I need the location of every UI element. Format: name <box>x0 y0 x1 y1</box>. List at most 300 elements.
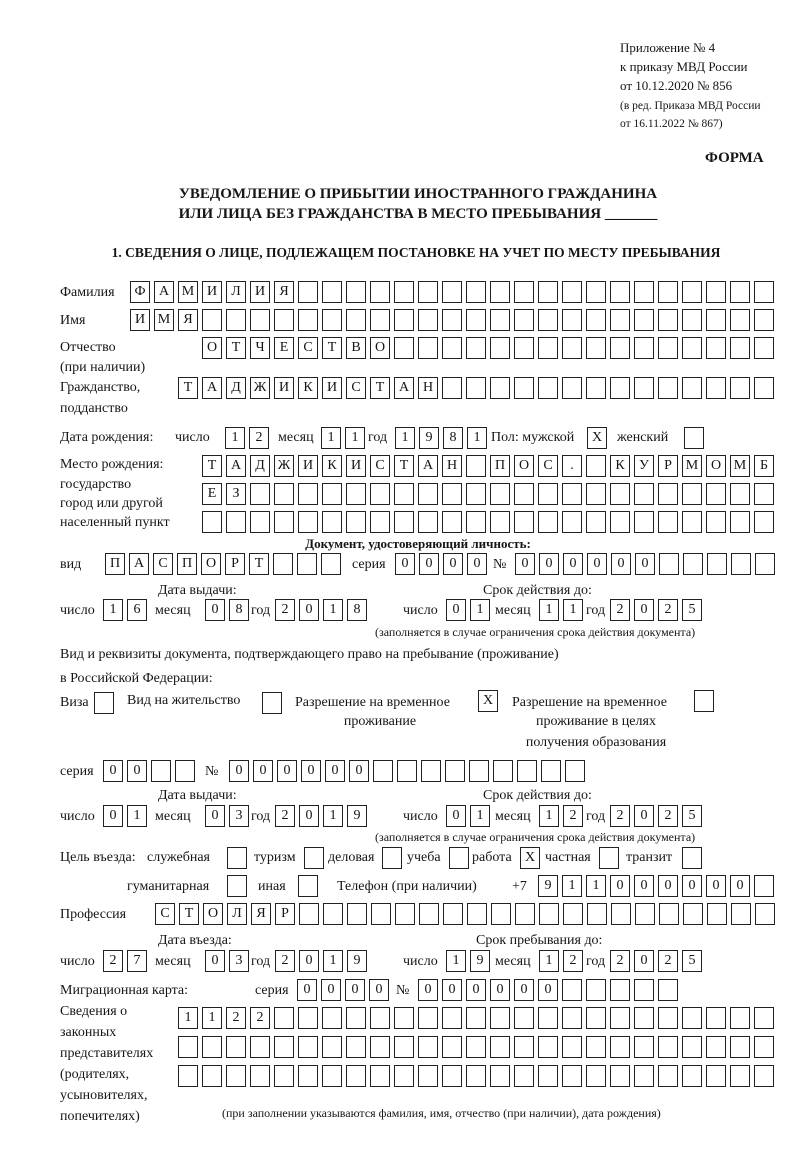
char-cell[interactable]: X <box>520 847 540 869</box>
char-cell[interactable] <box>586 511 606 533</box>
char-cell[interactable]: И <box>130 309 150 331</box>
char-cell[interactable]: 2 <box>275 599 295 621</box>
char-cell[interactable] <box>321 553 341 575</box>
char-cell[interactable] <box>517 760 537 782</box>
purpose-other-checkbox[interactable] <box>298 875 318 897</box>
sex-male-checkbox[interactable] <box>587 427 607 449</box>
char-cell[interactable]: 1 <box>323 599 343 621</box>
char-cell[interactable] <box>490 1036 510 1058</box>
char-cell[interactable] <box>262 692 282 714</box>
char-cell[interactable] <box>682 1036 702 1058</box>
char-cell[interactable] <box>370 483 390 505</box>
char-cell[interactable] <box>226 511 246 533</box>
char-cell[interactable]: О <box>203 903 223 925</box>
char-cell[interactable] <box>226 309 246 331</box>
char-cell[interactable]: 0 <box>277 760 297 782</box>
char-cell[interactable]: 8 <box>229 599 249 621</box>
char-cell[interactable] <box>322 1007 342 1029</box>
char-cell[interactable] <box>418 511 438 533</box>
char-cell[interactable] <box>394 483 414 505</box>
char-cell[interactable] <box>395 903 415 925</box>
char-cell[interactable] <box>634 1036 654 1058</box>
char-cell[interactable]: 2 <box>658 805 678 827</box>
char-cell[interactable]: О <box>202 337 222 359</box>
char-cell[interactable]: И <box>298 455 318 477</box>
id-issue-month-field[interactable] <box>205 599 249 621</box>
char-cell[interactable]: У <box>634 455 654 477</box>
char-cell[interactable] <box>610 979 630 1001</box>
char-cell[interactable] <box>466 377 486 399</box>
char-cell[interactable]: 2 <box>610 599 630 621</box>
char-cell[interactable] <box>442 1036 462 1058</box>
char-cell[interactable]: 2 <box>226 1007 246 1029</box>
char-cell[interactable]: Т <box>178 377 198 399</box>
id-valid-month-field[interactable] <box>539 599 583 621</box>
char-cell[interactable] <box>586 1065 606 1087</box>
char-cell[interactable] <box>730 309 750 331</box>
char-cell[interactable]: 0 <box>466 979 486 1001</box>
char-cell[interactable] <box>490 483 510 505</box>
char-cell[interactable]: 0 <box>325 760 345 782</box>
char-cell[interactable]: 0 <box>467 553 487 575</box>
char-cell[interactable]: 0 <box>205 950 225 972</box>
sex-female-checkbox[interactable] <box>684 427 704 449</box>
char-cell[interactable] <box>706 377 726 399</box>
char-cell[interactable] <box>382 847 402 869</box>
char-cell[interactable] <box>562 309 582 331</box>
char-cell[interactable]: 0 <box>635 553 655 575</box>
char-cell[interactable] <box>706 337 726 359</box>
char-cell[interactable] <box>514 511 534 533</box>
entry-month-field[interactable] <box>205 950 249 972</box>
char-cell[interactable]: С <box>298 337 318 359</box>
char-cell[interactable]: 0 <box>443 553 463 575</box>
char-cell[interactable] <box>562 1007 582 1029</box>
char-cell[interactable]: 0 <box>395 553 415 575</box>
char-cell[interactable]: М <box>154 309 174 331</box>
name-field[interactable] <box>130 309 774 331</box>
char-cell[interactable] <box>347 903 367 925</box>
char-cell[interactable]: 0 <box>205 805 225 827</box>
char-cell[interactable] <box>634 337 654 359</box>
char-cell[interactable]: 9 <box>419 427 439 449</box>
char-cell[interactable]: 0 <box>345 979 365 1001</box>
char-cell[interactable]: С <box>155 903 175 925</box>
char-cell[interactable]: Я <box>178 309 198 331</box>
char-cell[interactable] <box>418 483 438 505</box>
char-cell[interactable] <box>563 903 583 925</box>
char-cell[interactable]: 6 <box>127 599 147 621</box>
char-cell[interactable]: 2 <box>249 427 269 449</box>
char-cell[interactable] <box>370 1007 390 1029</box>
char-cell[interactable]: 2 <box>275 950 295 972</box>
char-cell[interactable] <box>202 511 222 533</box>
id-issue-year-field[interactable] <box>275 599 367 621</box>
entry-year-field[interactable] <box>275 950 367 972</box>
char-cell[interactable] <box>226 1065 246 1087</box>
char-cell[interactable]: 0 <box>634 599 654 621</box>
char-cell[interactable]: И <box>250 281 270 303</box>
representatives-row-2[interactable] <box>178 1036 774 1058</box>
char-cell[interactable] <box>322 281 342 303</box>
char-cell[interactable] <box>370 281 390 303</box>
char-cell[interactable]: 0 <box>299 599 319 621</box>
char-cell[interactable] <box>586 281 606 303</box>
char-cell[interactable] <box>754 483 774 505</box>
char-cell[interactable] <box>469 760 489 782</box>
char-cell[interactable] <box>514 309 534 331</box>
char-cell[interactable]: Ф <box>130 281 150 303</box>
stay-series-field[interactable] <box>103 760 195 782</box>
char-cell[interactable] <box>442 337 462 359</box>
char-cell[interactable] <box>346 1007 366 1029</box>
char-cell[interactable] <box>634 1007 654 1029</box>
char-cell[interactable] <box>706 281 726 303</box>
char-cell[interactable] <box>370 309 390 331</box>
char-cell[interactable]: 5 <box>682 805 702 827</box>
purpose-transit-checkbox[interactable] <box>682 847 702 869</box>
char-cell[interactable] <box>610 1065 630 1087</box>
char-cell[interactable]: 3 <box>229 805 249 827</box>
char-cell[interactable] <box>634 1065 654 1087</box>
char-cell[interactable]: X <box>478 690 498 712</box>
char-cell[interactable] <box>175 760 195 782</box>
char-cell[interactable] <box>151 760 171 782</box>
patronymic-field[interactable] <box>202 337 774 359</box>
char-cell[interactable]: Б <box>754 455 774 477</box>
char-cell[interactable] <box>442 281 462 303</box>
char-cell[interactable]: 1 <box>321 427 341 449</box>
char-cell[interactable]: 9 <box>470 950 490 972</box>
char-cell[interactable] <box>538 377 558 399</box>
char-cell[interactable] <box>682 1065 702 1087</box>
char-cell[interactable] <box>586 1007 606 1029</box>
char-cell[interactable]: 2 <box>610 805 630 827</box>
char-cell[interactable] <box>202 1036 222 1058</box>
char-cell[interactable]: О <box>706 455 726 477</box>
char-cell[interactable]: 1 <box>323 805 343 827</box>
birthplace-row-2[interactable] <box>202 483 774 505</box>
char-cell[interactable] <box>562 337 582 359</box>
char-cell[interactable]: Н <box>442 455 462 477</box>
char-cell[interactable] <box>731 903 751 925</box>
char-cell[interactable]: 0 <box>658 875 678 897</box>
char-cell[interactable] <box>442 1065 462 1087</box>
char-cell[interactable]: 2 <box>275 805 295 827</box>
char-cell[interactable] <box>250 1065 270 1087</box>
char-cell[interactable]: 0 <box>103 760 123 782</box>
char-cell[interactable]: 1 <box>323 950 343 972</box>
char-cell[interactable] <box>658 377 678 399</box>
char-cell[interactable]: Т <box>179 903 199 925</box>
char-cell[interactable]: Ж <box>250 377 270 399</box>
char-cell[interactable]: С <box>346 377 366 399</box>
char-cell[interactable]: 0 <box>515 553 535 575</box>
char-cell[interactable] <box>731 553 751 575</box>
char-cell[interactable] <box>298 483 318 505</box>
char-cell[interactable] <box>706 1007 726 1029</box>
char-cell[interactable] <box>418 337 438 359</box>
char-cell[interactable] <box>610 337 630 359</box>
char-cell[interactable] <box>634 281 654 303</box>
char-cell[interactable] <box>754 511 774 533</box>
stay-until-year-field[interactable] <box>610 950 702 972</box>
surname-field[interactable] <box>130 281 774 303</box>
char-cell[interactable] <box>707 903 727 925</box>
char-cell[interactable]: З <box>226 483 246 505</box>
char-cell[interactable] <box>658 1036 678 1058</box>
char-cell[interactable] <box>514 337 534 359</box>
birth-day-field[interactable] <box>225 427 269 449</box>
char-cell[interactable] <box>490 309 510 331</box>
char-cell[interactable]: 0 <box>127 760 147 782</box>
char-cell[interactable] <box>466 455 486 477</box>
char-cell[interactable] <box>94 692 114 714</box>
char-cell[interactable] <box>202 309 222 331</box>
char-cell[interactable]: Д <box>226 377 246 399</box>
char-cell[interactable]: Р <box>225 553 245 575</box>
char-cell[interactable]: 0 <box>538 979 558 1001</box>
id-issue-day-field[interactable] <box>103 599 147 621</box>
char-cell[interactable] <box>538 337 558 359</box>
char-cell[interactable]: 0 <box>490 979 510 1001</box>
char-cell[interactable] <box>610 1036 630 1058</box>
char-cell[interactable]: Т <box>322 337 342 359</box>
char-cell[interactable]: О <box>370 337 390 359</box>
char-cell[interactable]: П <box>490 455 510 477</box>
char-cell[interactable] <box>394 281 414 303</box>
char-cell[interactable] <box>514 1065 534 1087</box>
char-cell[interactable] <box>755 553 775 575</box>
char-cell[interactable] <box>659 553 679 575</box>
char-cell[interactable] <box>370 1036 390 1058</box>
char-cell[interactable] <box>226 1036 246 1058</box>
char-cell[interactable] <box>658 1007 678 1029</box>
stay-issue-month-field[interactable] <box>205 805 249 827</box>
char-cell[interactable]: Е <box>274 337 294 359</box>
id-valid-day-field[interactable] <box>446 599 490 621</box>
id-number-field[interactable] <box>515 553 775 575</box>
char-cell[interactable] <box>683 903 703 925</box>
char-cell[interactable] <box>346 1036 366 1058</box>
char-cell[interactable] <box>514 1036 534 1058</box>
stay-until-day-field[interactable] <box>446 950 490 972</box>
char-cell[interactable] <box>610 483 630 505</box>
char-cell[interactable] <box>493 760 513 782</box>
char-cell[interactable]: 0 <box>587 553 607 575</box>
char-cell[interactable] <box>394 337 414 359</box>
char-cell[interactable] <box>466 1007 486 1029</box>
stay-valid-month-field[interactable] <box>539 805 583 827</box>
char-cell[interactable] <box>730 1036 750 1058</box>
char-cell[interactable] <box>467 903 487 925</box>
char-cell[interactable] <box>298 511 318 533</box>
char-cell[interactable]: 1 <box>178 1007 198 1029</box>
char-cell[interactable] <box>730 1007 750 1029</box>
char-cell[interactable]: 1 <box>103 599 123 621</box>
char-cell[interactable] <box>346 1065 366 1087</box>
char-cell[interactable]: К <box>322 455 342 477</box>
char-cell[interactable]: 0 <box>321 979 341 1001</box>
char-cell[interactable] <box>442 1007 462 1029</box>
char-cell[interactable] <box>684 427 704 449</box>
char-cell[interactable]: 2 <box>563 950 583 972</box>
char-cell[interactable]: 9 <box>347 950 367 972</box>
char-cell[interactable] <box>274 309 294 331</box>
char-cell[interactable] <box>466 483 486 505</box>
char-cell[interactable] <box>730 1065 750 1087</box>
migration-number-field[interactable] <box>418 979 678 1001</box>
char-cell[interactable] <box>562 979 582 1001</box>
birthplace-row-3[interactable] <box>202 511 774 533</box>
char-cell[interactable]: 1 <box>563 599 583 621</box>
char-cell[interactable]: 2 <box>250 1007 270 1029</box>
char-cell[interactable] <box>754 875 774 897</box>
char-cell[interactable]: 0 <box>442 979 462 1001</box>
char-cell[interactable] <box>538 1065 558 1087</box>
char-cell[interactable] <box>394 309 414 331</box>
purpose-business-checkbox[interactable] <box>382 847 402 869</box>
char-cell[interactable] <box>682 511 702 533</box>
char-cell[interactable]: Т <box>202 455 222 477</box>
char-cell[interactable]: 0 <box>730 875 750 897</box>
char-cell[interactable] <box>659 903 679 925</box>
char-cell[interactable] <box>599 847 619 869</box>
char-cell[interactable]: 1 <box>467 427 487 449</box>
char-cell[interactable] <box>682 309 702 331</box>
char-cell[interactable] <box>565 760 585 782</box>
stay-issue-year-field[interactable] <box>275 805 367 827</box>
char-cell[interactable]: В <box>346 337 366 359</box>
char-cell[interactable] <box>611 903 631 925</box>
char-cell[interactable] <box>754 1007 774 1029</box>
char-cell[interactable] <box>421 760 441 782</box>
char-cell[interactable] <box>538 483 558 505</box>
char-cell[interactable] <box>418 309 438 331</box>
char-cell[interactable] <box>298 1007 318 1029</box>
char-cell[interactable]: 3 <box>229 950 249 972</box>
char-cell[interactable]: 1 <box>446 950 466 972</box>
char-cell[interactable] <box>418 281 438 303</box>
char-cell[interactable]: 7 <box>127 950 147 972</box>
char-cell[interactable] <box>682 337 702 359</box>
char-cell[interactable] <box>370 511 390 533</box>
char-cell[interactable] <box>178 1065 198 1087</box>
char-cell[interactable]: 1 <box>225 427 245 449</box>
char-cell[interactable] <box>273 553 293 575</box>
char-cell[interactable]: 1 <box>539 599 559 621</box>
char-cell[interactable] <box>706 309 726 331</box>
char-cell[interactable] <box>706 483 726 505</box>
char-cell[interactable]: 0 <box>103 805 123 827</box>
char-cell[interactable] <box>539 903 559 925</box>
char-cell[interactable]: А <box>154 281 174 303</box>
char-cell[interactable] <box>419 903 439 925</box>
migration-series-field[interactable] <box>297 979 389 1001</box>
char-cell[interactable] <box>346 281 366 303</box>
char-cell[interactable] <box>562 511 582 533</box>
temp-residence-checkbox[interactable] <box>478 690 498 712</box>
char-cell[interactable]: Т <box>226 337 246 359</box>
char-cell[interactable] <box>586 377 606 399</box>
char-cell[interactable] <box>418 1065 438 1087</box>
char-cell[interactable] <box>538 1036 558 1058</box>
stay-until-month-field[interactable] <box>539 950 583 972</box>
char-cell[interactable]: Д <box>250 455 270 477</box>
char-cell[interactable] <box>515 903 535 925</box>
char-cell[interactable]: И <box>346 455 366 477</box>
char-cell[interactable] <box>754 1036 774 1058</box>
char-cell[interactable] <box>250 483 270 505</box>
char-cell[interactable]: И <box>322 377 342 399</box>
char-cell[interactable]: Я <box>251 903 271 925</box>
birth-year-field[interactable] <box>395 427 487 449</box>
char-cell[interactable] <box>634 511 654 533</box>
char-cell[interactable]: С <box>153 553 173 575</box>
char-cell[interactable]: 0 <box>539 553 559 575</box>
id-series-field[interactable] <box>395 553 487 575</box>
char-cell[interactable] <box>754 1065 774 1087</box>
char-cell[interactable]: О <box>514 455 534 477</box>
char-cell[interactable] <box>227 847 247 869</box>
char-cell[interactable]: Ж <box>274 455 294 477</box>
char-cell[interactable] <box>397 760 417 782</box>
char-cell[interactable] <box>466 1065 486 1087</box>
char-cell[interactable]: Р <box>275 903 295 925</box>
char-cell[interactable]: К <box>610 455 630 477</box>
char-cell[interactable] <box>586 309 606 331</box>
char-cell[interactable] <box>466 281 486 303</box>
char-cell[interactable] <box>449 847 469 869</box>
char-cell[interactable] <box>322 511 342 533</box>
char-cell[interactable]: 0 <box>563 553 583 575</box>
char-cell[interactable] <box>682 847 702 869</box>
char-cell[interactable] <box>682 483 702 505</box>
char-cell[interactable] <box>634 377 654 399</box>
char-cell[interactable] <box>346 511 366 533</box>
char-cell[interactable] <box>706 1065 726 1087</box>
char-cell[interactable] <box>562 377 582 399</box>
char-cell[interactable]: 1 <box>586 875 606 897</box>
char-cell[interactable] <box>443 903 463 925</box>
char-cell[interactable] <box>706 1036 726 1058</box>
char-cell[interactable] <box>418 1007 438 1029</box>
char-cell[interactable]: Р <box>658 455 678 477</box>
char-cell[interactable]: И <box>274 377 294 399</box>
char-cell[interactable] <box>538 1007 558 1029</box>
char-cell[interactable] <box>562 281 582 303</box>
char-cell[interactable]: Т <box>249 553 269 575</box>
char-cell[interactable] <box>371 903 391 925</box>
char-cell[interactable]: 2 <box>103 950 123 972</box>
purpose-private-checkbox[interactable] <box>599 847 619 869</box>
char-cell[interactable]: 1 <box>395 427 415 449</box>
char-cell[interactable] <box>442 511 462 533</box>
char-cell[interactable]: О <box>201 553 221 575</box>
purpose-humanitarian-checkbox[interactable] <box>227 875 247 897</box>
char-cell[interactable]: Я <box>274 281 294 303</box>
char-cell[interactable]: 9 <box>347 805 367 827</box>
char-cell[interactable]: 0 <box>229 760 249 782</box>
char-cell[interactable] <box>587 903 607 925</box>
char-cell[interactable]: А <box>394 377 414 399</box>
char-cell[interactable]: 1 <box>470 599 490 621</box>
char-cell[interactable]: Ч <box>250 337 270 359</box>
char-cell[interactable]: П <box>177 553 197 575</box>
char-cell[interactable] <box>442 483 462 505</box>
char-cell[interactable]: 0 <box>297 979 317 1001</box>
char-cell[interactable] <box>299 903 319 925</box>
